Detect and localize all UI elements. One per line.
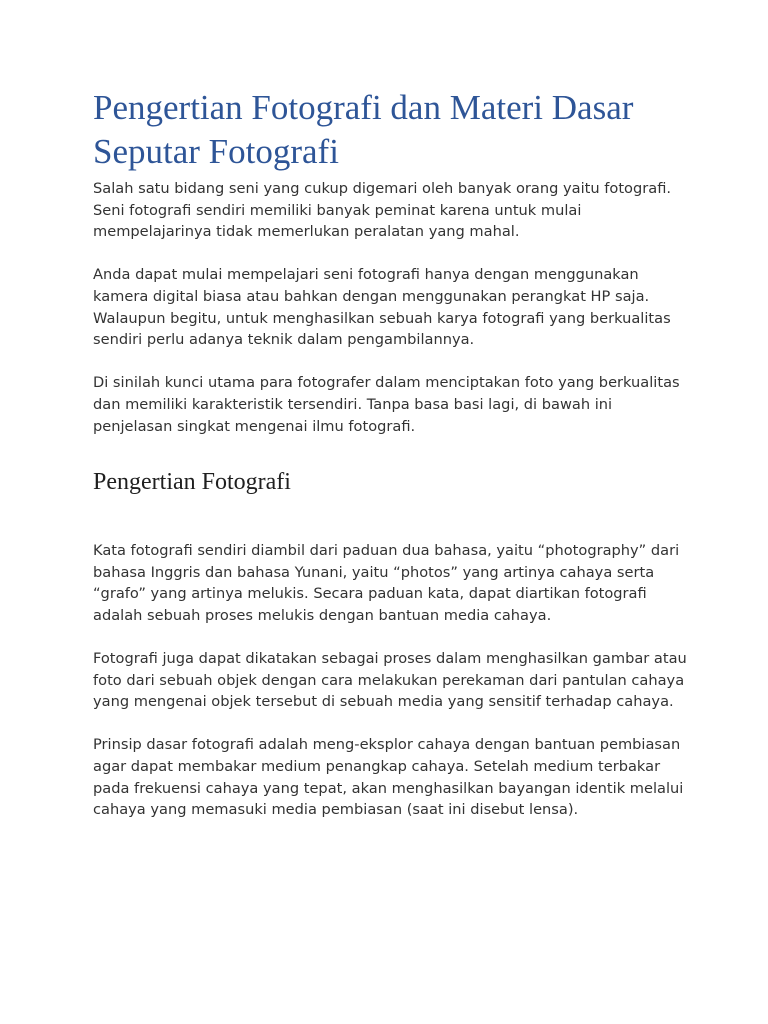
intro-paragraph: Salah satu bidang seni yang cukup digemari oleh banyak orang yaitu fotografi. Seni fotografi sendiri memiliki banyak peminat karena untuk mulai mempelajarinya tidak memerlukan peralatan yang mahal. (93, 180, 672, 241)
section-paragraph: Fotografi juga dapat dikatakan sebagai proses dalam menghasilkan gambar atau foto dari sebuah objek dengan cara melakukan perekaman dari pantulan cahaya yang mengenai objek tersebut di sebuah media yang sensitif terhadap cahaya. (93, 650, 687, 711)
document-page (93, 86, 693, 821)
section-paragraph: Prinsip dasar fotografi adalah meng-eksplor cahaya dengan bantuan pembiasan agar dapat membakar medium penangkap cahaya. Setelah medium terbakar pada frekuensi cahaya yang tepat, akan menghasilkan bayangan identik melalui cahaya yang memasuki media pembiasan (saat ini disebut lensa). (93, 736, 684, 819)
intro-section (93, 178, 693, 437)
intro-paragraph: Anda dapat mulai mempelajari seni fotografi hanya dengan menggunakan kamera digital biasa atau bahkan dengan menggunakan perangkat HP saja. Walaupun begitu, untuk menghasilkan sebuah karya fotografi yang berkualitas sendiri perlu adanya teknik dalam pengambilannya. (93, 266, 671, 349)
page-title: Pengertian Fotografi dan Materi Dasar Seputar Fotografi (93, 88, 634, 171)
section-heading: Pengertian Fotografi (93, 469, 291, 496)
section-body (93, 540, 693, 821)
section-paragraph: Kata fotografi sendiri diambil dari paduan dua bahasa, yaitu “photography” dari bahasa Inggris dan bahasa Yunani, yaitu “photos” yang artinya cahaya serta “grafo” yang artinya melukis. Secara paduan kata, dapat diartikan fotografi adalah sebuah proses melukis dengan bantuan media cahaya. (93, 542, 680, 624)
intro-paragraph: Di sinilah kunci utama para fotografer dalam menciptakan foto yang berkualitas dan memiliki karakteristik tersendiri. Tanpa basa basi lagi, di bawah ini penjelasan singkat mengenai ilmu fotografi. (93, 374, 680, 435)
